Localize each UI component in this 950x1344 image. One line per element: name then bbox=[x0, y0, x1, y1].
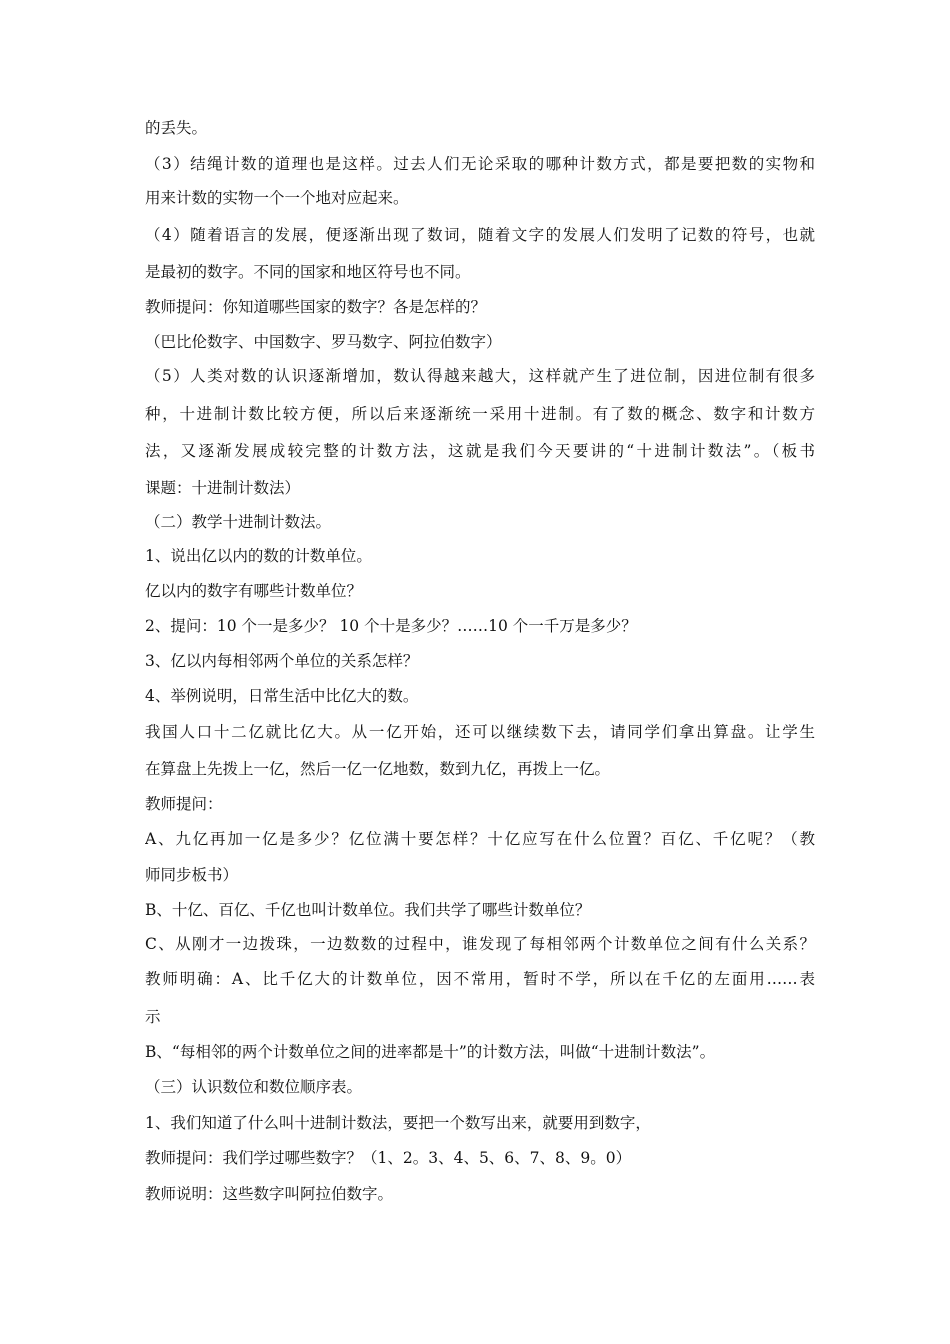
text-line: （二）教学十进制计数法。 bbox=[145, 513, 332, 531]
text-line: 在算盘上先拨上一亿，然后一亿一亿地数，数到九亿，再拨上一亿。 bbox=[145, 760, 611, 778]
text-line: 3、亿以内每相邻两个单位的关系怎样？ bbox=[145, 652, 419, 670]
text-line: 教师说明：这些数字叫阿拉伯数字。 bbox=[145, 1185, 394, 1203]
text-line: （5）人类对数的认识逐渐增加，数认得越来越大，这样就产生了进位制，因进位制有很多 bbox=[145, 367, 815, 385]
text-line: （3）结绳计数的道理也是这样。过去人们无论采取的哪种计数方式，都是要把数的实物和 bbox=[145, 155, 815, 173]
text-line: （巴比伦数字、中国数字、罗马数字、阿拉伯数字） bbox=[145, 333, 502, 351]
text-line: B、十亿、百亿、千亿也叫计数单位。我们共学了哪些计数单位？ bbox=[145, 901, 591, 919]
text-line: 师同步板书） bbox=[145, 866, 239, 884]
text-line: 示 bbox=[145, 1008, 161, 1026]
text-line: 用来计数的实物一个一个地对应起来。 bbox=[145, 189, 409, 207]
text-line: 教师提问：你知道哪些国家的数字？各是怎样的？ bbox=[145, 298, 487, 316]
text-line: A、九亿再加一亿是多少？亿位满十要怎样？十亿应写在什么位置？百亿、千亿呢？（教 bbox=[145, 830, 815, 848]
text-line: 种，十进制计数比较方便，所以后来逐渐统一采用十进制。有了数的概念、数字和计数方 bbox=[145, 405, 815, 423]
text-line: 的丢失。 bbox=[145, 119, 208, 137]
text-line: 课题：十进制计数法） bbox=[145, 479, 301, 497]
text-line: 1、说出亿以内的数的计数单位。 bbox=[145, 547, 372, 565]
text-line: 教师明确：A、比千亿大的计数单位，因不常用，暂时不学，所以在千亿的左面用……表 bbox=[145, 970, 815, 988]
text-line: 是最初的数字。不同的国家和地区符号也不同。 bbox=[145, 263, 471, 281]
text-line: 2、提问：10 个一是多少？ 10 个十是多少？……10 个一千万是多少？ bbox=[145, 617, 637, 635]
text-line: （三）认识数位和数位顺序表。 bbox=[145, 1078, 363, 1096]
text-line: 法，又逐渐发展成较完整的计数方法，这就是我们今天要讲的“十进制计数法”。（板书 bbox=[145, 442, 815, 460]
text-line: 亿以内的数字有哪些计数单位？ bbox=[145, 582, 363, 600]
text-line: 1、我们知道了什么叫十进制计数法，要把一个数写出来，就要用到数字， bbox=[145, 1114, 651, 1132]
text-line: C、从刚才一边拨珠，一边数数的过程中，谁发现了每相邻两个计数单位之间有什么关系？ bbox=[145, 935, 815, 953]
text-line: 4、举例说明，日常生活中比亿大的数。 bbox=[145, 687, 419, 705]
text-line: （4）随着语言的发展，便逐渐出现了数词，随着文字的发展人们发明了记数的符号，也就 bbox=[145, 226, 815, 244]
text-line: 教师提问：我们学过哪些数字？（1、2。3、4、5、6、7、8、9。0） bbox=[145, 1149, 632, 1167]
text-line: 我国人口十二亿就比亿大。从一亿开始，还可以继续数下去，请同学们拿出算盘。让学生 bbox=[145, 723, 815, 741]
text-line: 教师提问： bbox=[145, 795, 223, 813]
text-line: B、“每相邻的两个计数单位之间的进率都是十”的计数方法，叫做“十进制计数法”。 bbox=[145, 1043, 716, 1061]
